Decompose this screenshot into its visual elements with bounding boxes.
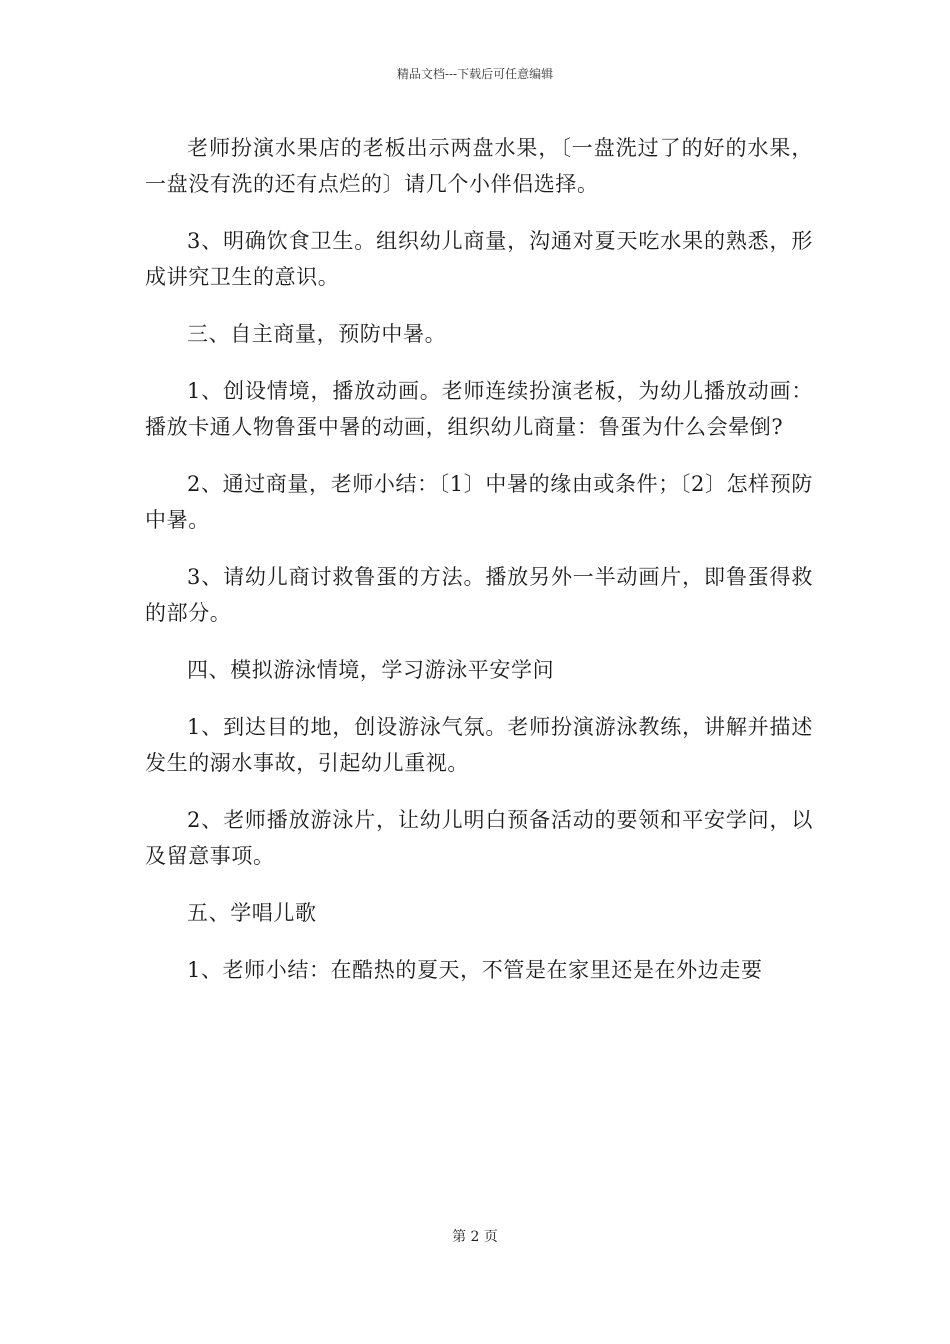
page-header: 精品文档---下载后可任意编辑 [396, 67, 554, 81]
paragraph-rescue: 3、请幼儿商讨救鲁蛋的方法。播放另外一半动画片，即鲁蛋得救的部分。 [145, 565, 813, 625]
section-heading-song: 五、学唱儿歌 [187, 901, 317, 925]
section-heading-swimming: 四、模拟游泳情境，学习游泳平安学问 [187, 658, 555, 682]
section-heading-heatstroke: 三、自主商量，预防中暑。 [187, 322, 447, 346]
paragraph-teacher-conclusion: 1、老师小结：在酷热的夏天，不管是在家里还是在外边走要 [187, 958, 763, 982]
paragraph-teacher-summary: 2、通过商量，老师小结：〔1〕中暑的缘由或条件；〔2〕怎样预防中暑。 [145, 472, 813, 532]
paragraph-swim-film: 2、老师播放游泳片，让幼儿明白预备活动的要领和平安学问，以及留意事项。 [145, 808, 813, 868]
paragraph-food-hygiene: 3、明确饮食卫生。组织幼儿商量，沟通对夏天吃水果的熟悉，形成讲究卫生的意识。 [145, 229, 813, 289]
document-body [145, 130, 813, 1009]
page-number: 第 2 页 [452, 1229, 498, 1245]
paragraph-fruit-shop: 老师扮演水果店的老板出示两盘水果，〔一盘洗过了的好的水果，一盘没有洗的还有点烂的〕请几个小伴侣选择。 [145, 136, 813, 196]
paragraph-animation: 1、创设情境，播放动画。老师连续扮演老板，为幼儿播放动画：播放卡通人物鲁蛋中暑的动画，组织幼儿商量：鲁蛋为什么会晕倒? [145, 379, 813, 439]
paragraph-swim-atmosphere: 1、到达目的地，创设游泳气氛。老师扮演游泳教练，讲解并描述发生的溺水事故，引起幼儿重视。 [145, 715, 813, 775]
